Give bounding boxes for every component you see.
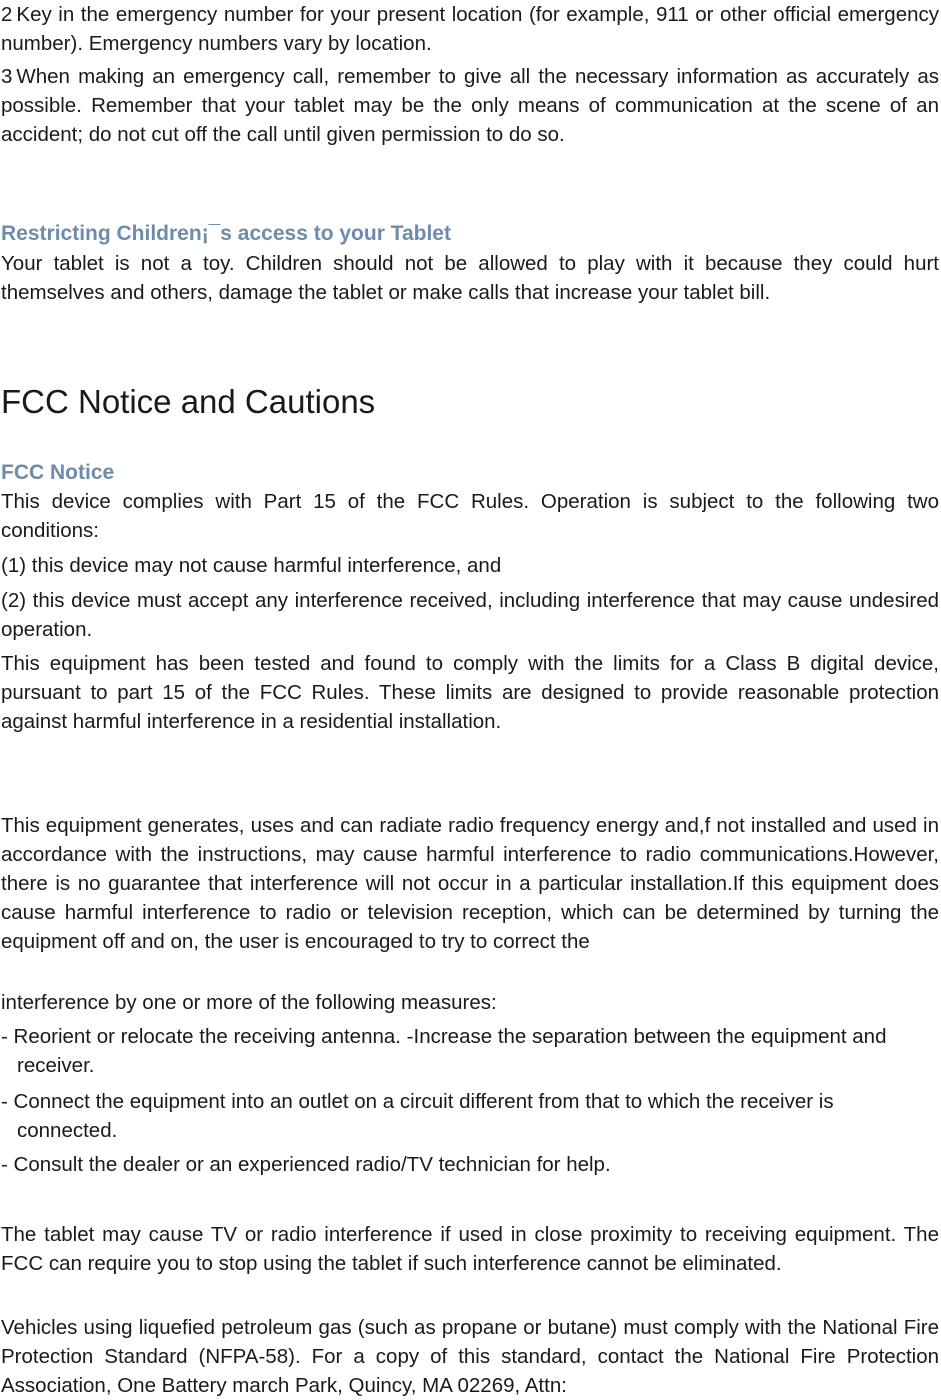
step-text: Key in the emergency number for your present location (for example, 911 or other official emergency number). Emergency numbers vary by location. <box>1 3 939 55</box>
fcc-vehicles-paragraph: Vehicles using liquefied petroleum gas (such as propane or butane) must comply with the National Fire Protection Standard (NFPA-58). For a copy of this standard, contact the National Fire Protection Association, One Battery march Park, Quincy, MA 02269, Attn: <box>1 1316 939 1397</box>
fcc-measures-intro: interference by one or more of the following measures: <box>1 991 497 1014</box>
fcc-measure-item: - Reorient or relocate the receiving antenna. -Increase the separation between the equipment and receiver. <box>1 1025 887 1077</box>
fcc-title: FCC Notice and Cautions <box>1 383 376 420</box>
children-access-heading: Restricting Children¡¯s access to your Tablet <box>1 222 451 245</box>
emergency-step-3 <box>1 62 939 149</box>
step-number: 3 <box>1 65 13 88</box>
fcc-measure-item: - Consult the dealer or an experienced radio/TV technician for help. <box>1 1153 611 1176</box>
fcc-condition-2: (2) this device must accept any interference received, including interference that may cause undesired operation. <box>1 589 939 641</box>
fcc-tv-interference-paragraph: The tablet may cause TV or radio interference if used in close proximity to receiving equipment. The FCC can require you to stop using the tablet if such interference cannot be eliminated. <box>1 1223 939 1275</box>
fcc-radiates-paragraph: This equipment generates, uses and can radiate radio frequency energy and,f not installed and used in accordance with the instructions, may cause harmful interference to radio communications.However, there is no guarantee that interference will not occur in a particular installation.If this equipment does cause harmful interference to radio or television reception, which can be determined by turning the equipment off and on, the user is encouraged to try to correct the <box>1 814 939 953</box>
fcc-notice-body: This device complies with Part 15 of the FCC Rules. Operation is subject to the following two conditions: <box>1 490 939 542</box>
step-text: When making an emergency call, remember to give all the necessary information as accurately as possible. Remember that your tablet may be the only means of communication at the scene of an accident; do not cut off the call until given permission to do so. <box>1 65 939 146</box>
fcc-measure-item: - Connect the equipment into an outlet on a circuit different from that to which the receiver is connected. <box>1 1090 834 1142</box>
fcc-condition-1: (1) this device may not cause harmful interference, and <box>1 554 502 577</box>
children-access-body: Your tablet is not a toy. Children should not be allowed to play with it because they could hurt themselves and others, damage the tablet or make calls that increase your tablet bill. <box>1 252 939 304</box>
fcc-class-b-paragraph: This equipment has been tested and found to comply with the limits for a Class B digital device, pursuant to part 15 of the FCC Rules. These limits are designed to provide reasonable protection against harmful interference in a residential installation. <box>1 652 939 733</box>
fcc-notice-heading: FCC Notice <box>1 461 115 484</box>
emergency-step-2 <box>1 0 939 58</box>
step-number: 2 <box>1 3 13 26</box>
